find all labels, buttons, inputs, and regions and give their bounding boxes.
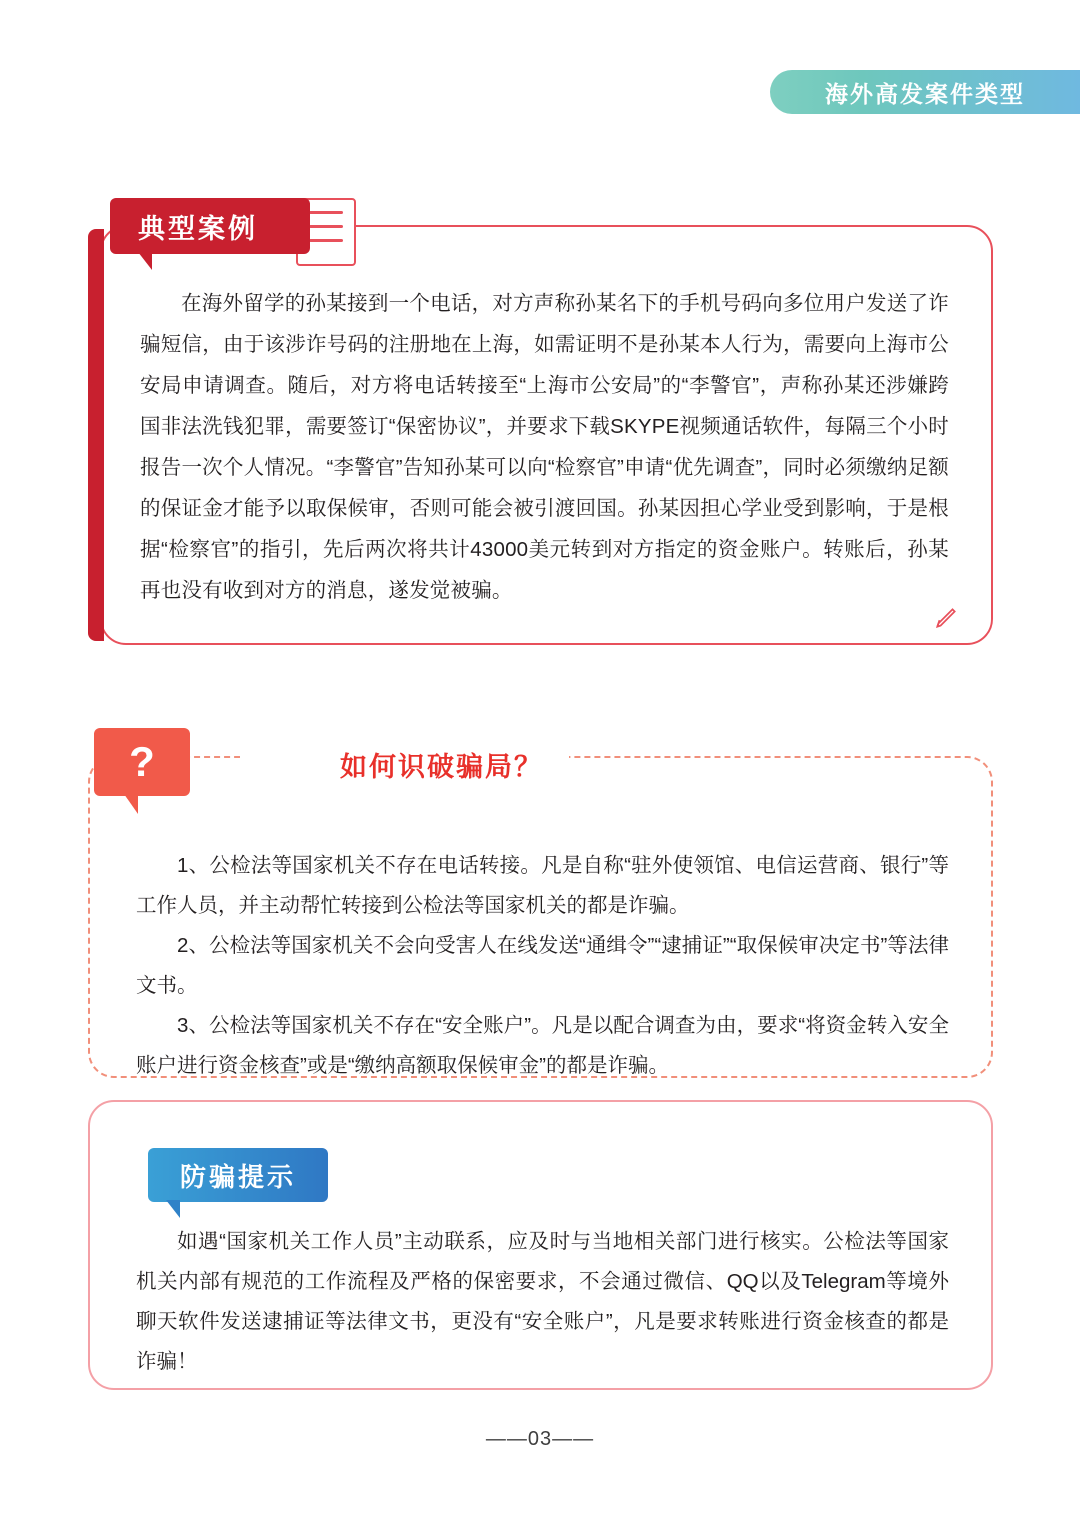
identify-scam-list	[136, 846, 949, 1086]
typical-case-block	[88, 213, 993, 645]
header-section-tab	[770, 70, 1080, 114]
antifraud-tips-body: 如遇“国家机关工作人员”主动联系，应及时与当地相关部门进行核实。公检法等国家机关内部有规范的工作流程及严格的保密要求，不会通过微信、QQ以及Telegram等境外聊天软件发送逮捕证等法律文书，更没有“安全账户”，凡是要求转账进行资金核查的都是诈骗！	[136, 1230, 949, 1373]
list-item: 1、公检法等国家机关不存在电话转接。凡是自称“驻外使领馆、电信运营商、银行”等工作人员，并主动帮忙转接到公检法等国家机关的都是诈骗。	[136, 854, 949, 917]
typical-case-tag-label: 典型案例	[138, 213, 258, 244]
typical-case-tag	[110, 198, 310, 254]
typical-case-left-bar	[88, 229, 104, 641]
antifraud-tips-tag	[148, 1148, 328, 1202]
list-item: 3、公检法等国家机关不存在“安全账户”。凡是以配合调查为由，要求“将资金转入安全账户进行资金核查”或是“缴纳高额取保候审金”的都是诈骗。	[136, 1014, 949, 1077]
identify-scam-title	[240, 738, 569, 790]
pen-icon	[933, 605, 959, 631]
identify-scam-block	[88, 728, 993, 1078]
typical-case-body: 在海外留学的孙某接到一个电话，对方声称孙某名下的手机号码向多位用户发送了诈骗短信，由于该涉诈号码的注册地在上海，如需证明不是孙某本人行为，需要向上海市公安局申请调查。随后，对方将电话转接至“上海市公安局”的“李警官”，声称孙某还涉嫌跨国非法洗钱犯罪，需要签订“保密协议”，并要求下载SKYPE视频通话软件，每隔三个小时报告一次个人情况。“李警官”告知孙某可以向“检察官”申请“优先调查”，同时必须缴纳足额的保证金才能予以取保候审，否则可能会被引渡回国。孙某因担心学业受到影响，于是根据“检察官”的指引，先后两次将共计43000美元转到对方指定的资金账户。转账后，孙某再也没有收到对方的消息，遂发觉被骗。	[140, 292, 949, 602]
antifraud-tips-tag-label: 防骗提示	[179, 1161, 296, 1192]
footer	[0, 1428, 1080, 1451]
page-number: ——03——	[485, 1428, 595, 1450]
question-mark-label: ?	[129, 738, 155, 785]
antifraud-tips-block	[88, 1100, 993, 1390]
question-mark-icon	[94, 728, 190, 796]
list-item: 2、公检法等国家机关不会向受害人在线发送“通缉令”“逮捕证”“取保候审决定书”等法律文书。	[136, 934, 949, 997]
identify-scam-title-label: 如何识破骗局？	[340, 751, 543, 782]
header-section-label: 海外高发案件类型	[825, 80, 1025, 107]
